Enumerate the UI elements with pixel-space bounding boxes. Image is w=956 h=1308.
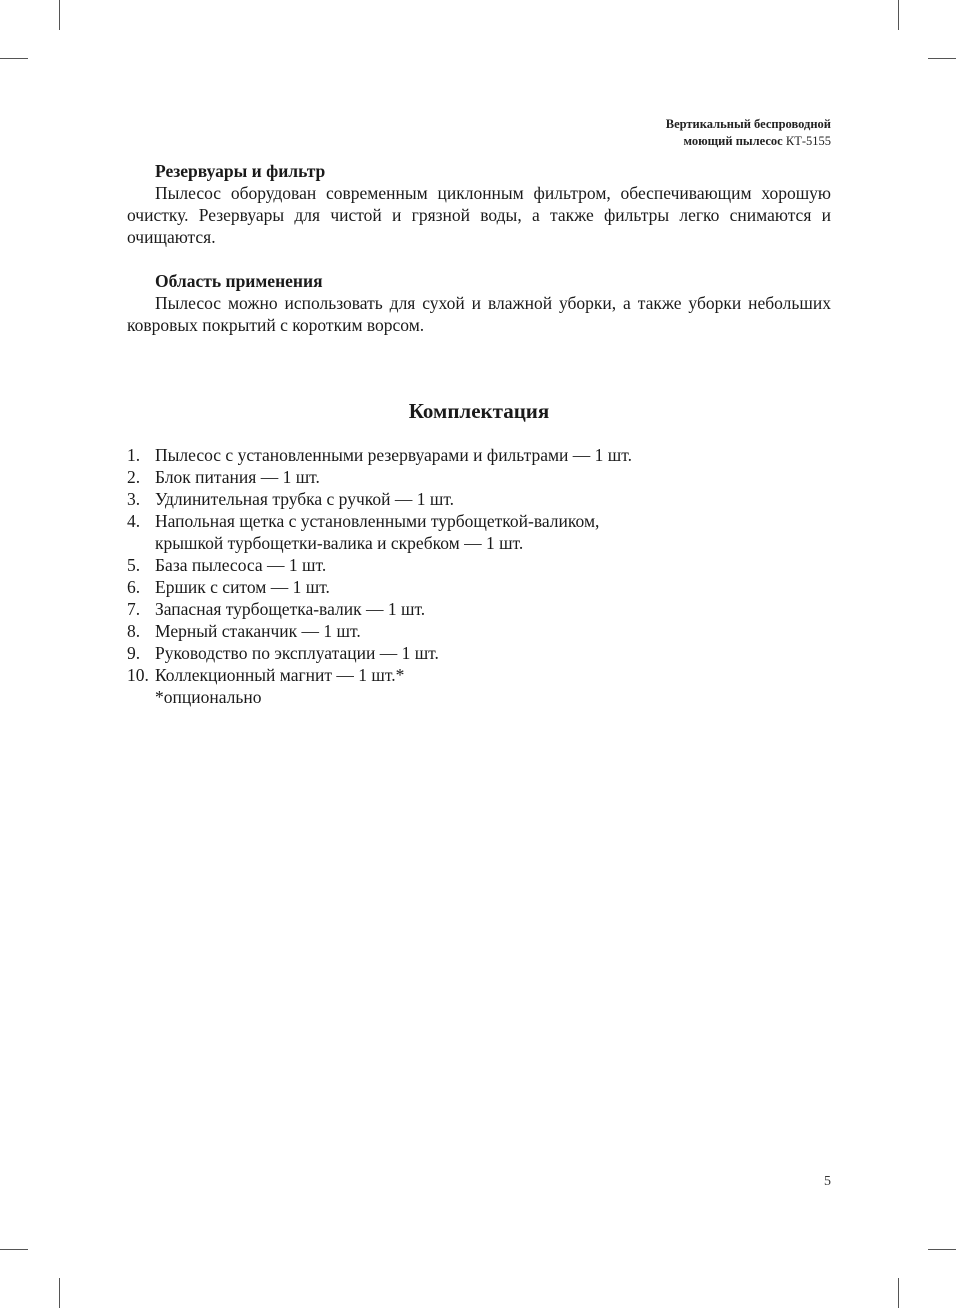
crop-mark (898, 1278, 899, 1308)
crop-mark (928, 1249, 956, 1250)
running-header (666, 116, 831, 150)
header-model: КТ-5155 (785, 134, 831, 148)
crop-mark (898, 0, 899, 30)
header-line1: Вертикальный беспроводной (665, 117, 831, 131)
list-item: 8. Мерный стаканчик — 1 шт. (127, 621, 361, 641)
list-item: 7. Запасная турбощетка-валик — 1 шт. (127, 599, 426, 619)
crop-mark (0, 58, 28, 59)
list-item: 1. Пылесос с установленными резервуарами и фильтрами — 1 шт. (127, 445, 632, 465)
package-title: Комплектация (408, 399, 550, 423)
section-usage (127, 270, 831, 336)
list-item: 5. База пылесоса — 1 шт. (127, 555, 327, 575)
section-title: Область применения (155, 271, 323, 291)
header-line2 (666, 133, 831, 150)
list-item: 3. Удлинительная трубка с ручкой — 1 шт. (127, 489, 455, 509)
footnote: *опционально (155, 687, 262, 707)
list-item: 2. Блок питания — 1 шт. (127, 467, 320, 487)
package-list (127, 444, 831, 686)
list-item: 10. Коллекционный магнит — 1 шт.* (127, 665, 405, 685)
page-content (127, 160, 831, 708)
page-number: 5 (824, 1174, 831, 1189)
section-title: Резервуары и фильтр (155, 161, 326, 181)
section-paragraph: Пылесос можно использовать для сухой и влажной уборки, а также уборки небольших ковровых покрытий с коротким ворсом. (127, 293, 831, 335)
crop-mark (928, 58, 956, 59)
section-reservoirs (127, 160, 831, 248)
crop-mark (59, 0, 60, 30)
section-paragraph: Пылесос оборудован современным циклонным фильтром, обеспечивающим хорошую очистку. Резервуары для чистой и грязной воды, а также фильтры легко снимаются и очищаются. (127, 183, 831, 247)
crop-mark (59, 1278, 60, 1308)
crop-mark (0, 1249, 28, 1250)
list-item: 4. Напольная щетка с установленными турбощеткой-валиком, крышкой турбощетки-валика и скребком — 1 шт. (127, 511, 600, 553)
header-product-type: моющий пылесос (683, 134, 783, 148)
list-item: 9. Руководство по эксплуатации — 1 шт. (127, 643, 439, 663)
list-item: 6. Ершик с ситом — 1 шт. (127, 577, 330, 597)
